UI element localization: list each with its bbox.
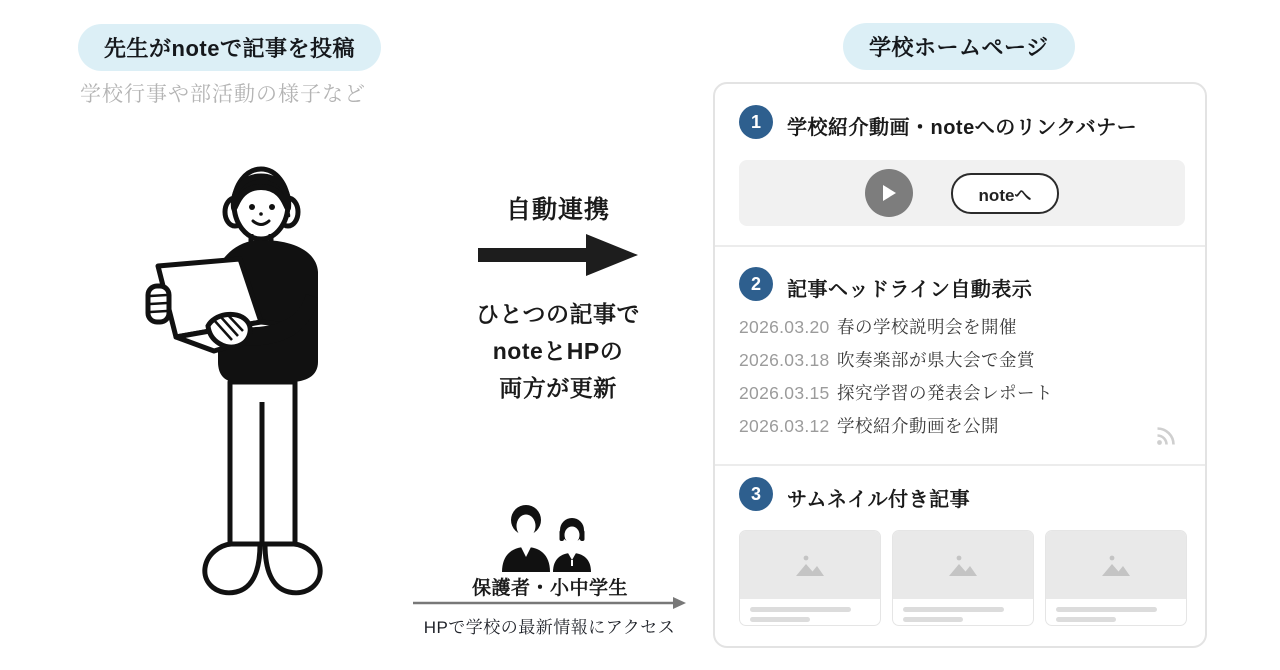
headline-text: 探究学習の発表会レポート xyxy=(837,383,1053,403)
audience-label: 保護者・小中学生 xyxy=(471,578,628,599)
thumbnail-text-placeholder xyxy=(1046,599,1186,622)
parents-students-icon xyxy=(498,504,594,572)
play-icon xyxy=(881,184,897,202)
section-divider xyxy=(715,245,1205,247)
note-link-button[interactable]: noteへ xyxy=(951,173,1060,214)
thumbnail-card-row xyxy=(739,530,1187,626)
teacher-post-subtitle: 学校行事や部活動の様子など xyxy=(80,83,366,106)
flow-description-line: ひとつの記事で xyxy=(475,301,641,327)
headline-date: 2026.03.20 xyxy=(739,317,830,337)
headline-text: 春の学校説明会を開催 xyxy=(837,317,1017,337)
headline-date: 2026.03.18 xyxy=(739,350,830,370)
thumbnail-image-placeholder xyxy=(740,531,880,599)
teacher-illustration xyxy=(140,150,360,615)
headline-date: 2026.03.15 xyxy=(739,383,830,403)
thumbnail-card[interactable] xyxy=(1045,530,1187,626)
section-number-badge: 3 xyxy=(739,477,773,511)
headline-row[interactable] xyxy=(739,380,1179,413)
section-number-badge: 2 xyxy=(739,267,773,301)
thumbnail-text-placeholder xyxy=(893,599,1033,622)
headline-row[interactable] xyxy=(739,347,1179,380)
headline-date: 2026.03.12 xyxy=(739,416,830,436)
headline-text: 吹奏楽部が県大会で金賞 xyxy=(837,350,1035,370)
play-button[interactable] xyxy=(865,169,913,217)
headline-row[interactable] xyxy=(739,314,1179,347)
homepage-badge: 学校ホームページ xyxy=(843,23,1075,70)
image-placeholder-icon xyxy=(1099,552,1133,578)
thumbnail-text-placeholder xyxy=(740,599,880,622)
thumbnail-card[interactable] xyxy=(892,530,1034,626)
flow-description-line: noteとHPの xyxy=(492,338,624,364)
thumbnail-image-placeholder xyxy=(893,531,1033,599)
flow-arrow-icon xyxy=(478,232,638,278)
section-number-badge: 1 xyxy=(739,105,773,139)
auto-link-label: 自動連携 xyxy=(505,196,610,224)
headline-text: 学校紹介動画を公開 xyxy=(837,416,999,436)
headline-row[interactable] xyxy=(739,413,1179,446)
thumbnail-image-placeholder xyxy=(1046,531,1186,599)
teacher-post-badge: 先生がnoteで記事を投稿 xyxy=(78,24,381,71)
thumbnail-card[interactable] xyxy=(739,530,881,626)
video-banner xyxy=(739,160,1185,226)
image-placeholder-icon xyxy=(793,552,827,578)
section-title-thumbnails: サムネイル付き記事 xyxy=(787,489,971,511)
audience-caption: HPで学校の最新情報にアクセス xyxy=(423,618,676,637)
rss-icon[interactable] xyxy=(1155,425,1177,447)
headline-list xyxy=(739,314,1179,446)
image-placeholder-icon xyxy=(946,552,980,578)
homepage-panel xyxy=(713,82,1207,648)
section-title-banner: 学校紹介動画・noteへのリンクバナー xyxy=(787,117,1138,139)
section-title-headlines: 記事ヘッドライン自動表示 xyxy=(787,279,1033,301)
audience-arrow-icon xyxy=(413,596,686,610)
section-divider xyxy=(715,464,1205,466)
flow-description xyxy=(438,296,678,407)
flow-description-line: 両方が更新 xyxy=(499,375,617,401)
